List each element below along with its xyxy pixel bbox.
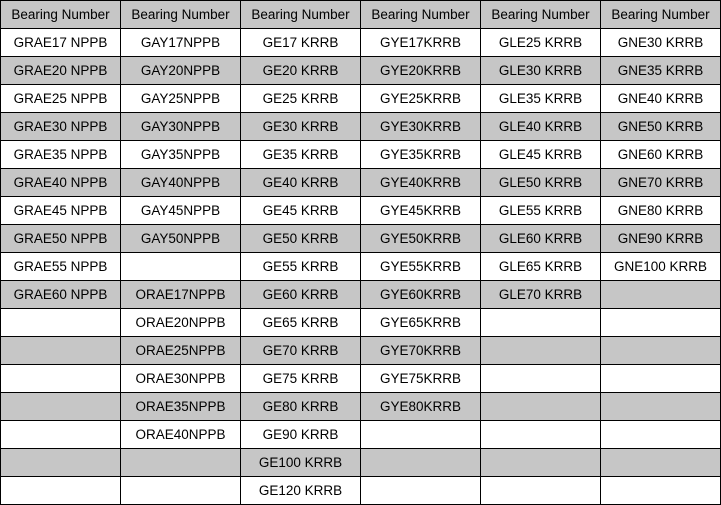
table-row: [1, 421, 721, 449]
bearing-cell: GE60 KRRB: [241, 281, 361, 309]
bearing-cell: GE35 KRRB: [241, 141, 361, 169]
column-header: Bearing Number: [601, 1, 721, 29]
bearing-cell: GAY50NPPB: [121, 225, 241, 253]
bearing-cell: GYE45KRRB: [361, 197, 481, 225]
bearing-cell: GE80 KRRB: [241, 393, 361, 421]
bearing-cell: GLE40 KRRB: [481, 113, 601, 141]
bearing-cell: GLE30 KRRB: [481, 57, 601, 85]
table-row: [1, 253, 721, 281]
bearing-cell: GE45 KRRB: [241, 197, 361, 225]
table-row: [1, 113, 721, 141]
bearing-cell: [361, 449, 481, 477]
column-header: Bearing Number: [481, 1, 601, 29]
bearing-cell: GYE25KRRB: [361, 85, 481, 113]
bearing-cell: [481, 421, 601, 449]
table-row: [1, 225, 721, 253]
table-row: [1, 449, 721, 477]
bearing-cell: [361, 477, 481, 505]
bearing-cell: GLE60 KRRB: [481, 225, 601, 253]
bearing-cell: GYE30KRRB: [361, 113, 481, 141]
bearing-cell: [121, 449, 241, 477]
bearing-cell: [1, 393, 121, 421]
bearing-cell: GAY45NPPB: [121, 197, 241, 225]
bearing-cell: ORAE30NPPB: [121, 365, 241, 393]
bearing-cell: GLE55 KRRB: [481, 197, 601, 225]
bearing-cell: GAY17NPPB: [121, 29, 241, 57]
table-header: [1, 1, 721, 29]
bearing-cell: GYE35KRRB: [361, 141, 481, 169]
bearing-cell: GYE80KRRB: [361, 393, 481, 421]
bearing-cell: GE120 KRRB: [241, 477, 361, 505]
bearing-cell: GYE70KRRB: [361, 337, 481, 365]
table-row: [1, 29, 721, 57]
bearing-cell: [481, 309, 601, 337]
bearing-cell: GLE50 KRRB: [481, 169, 601, 197]
bearing-cell: GE100 KRRB: [241, 449, 361, 477]
bearing-cell: GAY35NPPB: [121, 141, 241, 169]
bearing-cell: GE55 KRRB: [241, 253, 361, 281]
bearing-cell: GNE70 KRRB: [601, 169, 721, 197]
table-row: [1, 337, 721, 365]
bearing-cell: [601, 337, 721, 365]
column-header: Bearing Number: [121, 1, 241, 29]
column-header: Bearing Number: [1, 1, 121, 29]
table-row: [1, 281, 721, 309]
bearing-cell: [1, 337, 121, 365]
bearing-cell: GE20 KRRB: [241, 57, 361, 85]
table-row: [1, 197, 721, 225]
table-row: [1, 85, 721, 113]
bearing-cell: [481, 365, 601, 393]
bearing-cell: GLE25 KRRB: [481, 29, 601, 57]
bearing-cell: GE75 KRRB: [241, 365, 361, 393]
bearing-cell: [361, 421, 481, 449]
bearing-cell: [481, 449, 601, 477]
column-header: Bearing Number: [241, 1, 361, 29]
table-row: [1, 365, 721, 393]
bearing-cell: GAY30NPPB: [121, 113, 241, 141]
bearing-cell: GE40 KRRB: [241, 169, 361, 197]
bearing-cell: [601, 309, 721, 337]
bearing-cell: GRAE55 NPPB: [1, 253, 121, 281]
table-row: [1, 309, 721, 337]
table-row: [1, 169, 721, 197]
bearing-cell: GNE30 KRRB: [601, 29, 721, 57]
bearing-cell: GLE65 KRRB: [481, 253, 601, 281]
bearing-cell: GE25 KRRB: [241, 85, 361, 113]
table-row: [1, 393, 721, 421]
bearing-cell: GRAE40 NPPB: [1, 169, 121, 197]
bearing-cell: GAY20NPPB: [121, 57, 241, 85]
bearing-cell: [481, 477, 601, 505]
bearing-cell: [1, 421, 121, 449]
bearing-cell: GYE17KRRB: [361, 29, 481, 57]
bearing-cell: GYE50KRRB: [361, 225, 481, 253]
bearing-cell: GRAE60 NPPB: [1, 281, 121, 309]
bearing-cell: GNE90 KRRB: [601, 225, 721, 253]
header-row: [1, 1, 721, 29]
bearing-cell: GRAE50 NPPB: [1, 225, 121, 253]
table-row: [1, 477, 721, 505]
bearing-cell: GYE20KRRB: [361, 57, 481, 85]
bearing-cell: GRAE25 NPPB: [1, 85, 121, 113]
bearing-cell: GYE55KRRB: [361, 253, 481, 281]
bearing-cell: GE90 KRRB: [241, 421, 361, 449]
bearing-cell: GNE40 KRRB: [601, 85, 721, 113]
bearing-cell: [601, 449, 721, 477]
bearing-cell: [1, 365, 121, 393]
bearing-cell: GLE35 KRRB: [481, 85, 601, 113]
bearing-cell: [481, 393, 601, 421]
bearing-cell: ORAE35NPPB: [121, 393, 241, 421]
bearing-cell: [601, 393, 721, 421]
bearing-cell: [481, 337, 601, 365]
bearing-cell: GNE50 KRRB: [601, 113, 721, 141]
bearing-cell: [1, 449, 121, 477]
bearing-cell: [1, 309, 121, 337]
bearing-cell: ORAE17NPPB: [121, 281, 241, 309]
bearing-cell: [121, 477, 241, 505]
bearing-cell: GRAE45 NPPB: [1, 197, 121, 225]
table-row: [1, 141, 721, 169]
bearing-cell: GRAE20 NPPB: [1, 57, 121, 85]
bearing-cell: GYE65KRRB: [361, 309, 481, 337]
bearing-cell: ORAE40NPPB: [121, 421, 241, 449]
bearing-cell: [1, 477, 121, 505]
bearing-cell: GE50 KRRB: [241, 225, 361, 253]
bearing-cell: GYE75KRRB: [361, 365, 481, 393]
bearing-cell: GAY40NPPB: [121, 169, 241, 197]
bearing-cell: GRAE35 NPPB: [1, 141, 121, 169]
bearing-cell: [601, 365, 721, 393]
bearing-cell: GE70 KRRB: [241, 337, 361, 365]
bearing-cell: GE65 KRRB: [241, 309, 361, 337]
bearing-cell: GYE40KRRB: [361, 169, 481, 197]
bearing-cell: GE17 KRRB: [241, 29, 361, 57]
table-body: [1, 29, 721, 505]
bearing-cell: GLE70 KRRB: [481, 281, 601, 309]
bearing-cell: [601, 281, 721, 309]
bearing-cell: GRAE17 NPPB: [1, 29, 121, 57]
bearing-cell: GNE80 KRRB: [601, 197, 721, 225]
bearing-cell: GRAE30 NPPB: [1, 113, 121, 141]
bearing-cell: GNE35 KRRB: [601, 57, 721, 85]
bearing-cell: [601, 421, 721, 449]
column-header: Bearing Number: [361, 1, 481, 29]
bearing-cell: GLE45 KRRB: [481, 141, 601, 169]
bearing-cell: [121, 253, 241, 281]
bearing-cell: GE30 KRRB: [241, 113, 361, 141]
bearing-cell: GNE60 KRRB: [601, 141, 721, 169]
table-row: [1, 57, 721, 85]
bearing-cell: ORAE20NPPB: [121, 309, 241, 337]
bearing-cell: GNE100 KRRB: [601, 253, 721, 281]
bearing-cell: [601, 477, 721, 505]
bearing-cell: ORAE25NPPB: [121, 337, 241, 365]
bearing-cell: GAY25NPPB: [121, 85, 241, 113]
bearing-cell: GYE60KRRB: [361, 281, 481, 309]
